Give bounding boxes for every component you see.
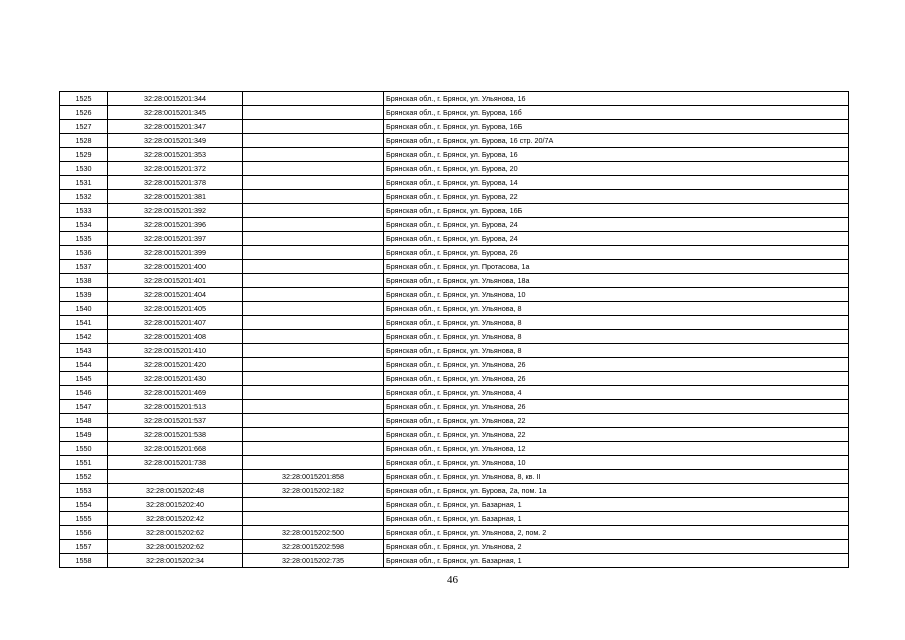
room-cadastral-number-cell: 32:28:0015202:182 <box>243 484 384 498</box>
address-cell: Брянская обл., г. Брянск, ул. Ульянова, 22 <box>384 428 849 442</box>
table-row <box>60 204 849 218</box>
row-number-cell: 1553 <box>60 484 108 498</box>
cadastral-number-cell: 32:28:0015201:399 <box>108 246 243 260</box>
cadastral-number-cell: 32:28:0015202:48 <box>108 484 243 498</box>
row-number-cell: 1545 <box>60 372 108 386</box>
table-row <box>60 288 849 302</box>
address-cell: Брянская обл., г. Брянск, ул. Ульянова, 12 <box>384 442 849 456</box>
cadastral-number-cell: 32:28:0015201:537 <box>108 414 243 428</box>
table-row <box>60 316 849 330</box>
row-number-cell: 1543 <box>60 344 108 358</box>
cadastral-number-cell: 32:28:0015202:40 <box>108 498 243 512</box>
table-row <box>60 456 849 470</box>
cadastral-number-cell: 32:28:0015201:513 <box>108 400 243 414</box>
cadastral-number-cell: 32:28:0015201:405 <box>108 302 243 316</box>
address-cell: Брянская обл., г. Брянск, ул. Ульянова, 26 <box>384 400 849 414</box>
room-cadastral-number-cell <box>243 344 384 358</box>
row-number-cell: 1554 <box>60 498 108 512</box>
row-number-cell: 1535 <box>60 232 108 246</box>
address-cell: Брянская обл., г. Брянск, ул. Базарная, 1 <box>384 512 849 526</box>
row-number-cell: 1555 <box>60 512 108 526</box>
address-cell: Брянская обл., г. Брянск, ул. Базарная, 1 <box>384 554 849 568</box>
cadastral-number-cell: 32:28:0015202:62 <box>108 540 243 554</box>
row-number-cell: 1532 <box>60 190 108 204</box>
table-row <box>60 162 849 176</box>
address-cell: Брянская обл., г. Брянск, ул. Ульянова, 16 <box>384 92 849 106</box>
address-cell: Брянская обл., г. Брянск, ул. Ульянова, 10 <box>384 456 849 470</box>
row-number-cell: 1542 <box>60 330 108 344</box>
table-row <box>60 232 849 246</box>
cadastral-number-cell: 32:28:0015201:344 <box>108 92 243 106</box>
table-row <box>60 358 849 372</box>
table-row <box>60 484 849 498</box>
room-cadastral-number-cell <box>243 106 384 120</box>
address-cell: Брянская обл., г. Брянск, ул. Ульянова, 8 <box>384 344 849 358</box>
room-cadastral-number-cell <box>243 274 384 288</box>
table-row <box>60 218 849 232</box>
address-cell: Брянская обл., г. Брянск, ул. Ульянова, 26 <box>384 358 849 372</box>
row-number-cell: 1536 <box>60 246 108 260</box>
room-cadastral-number-cell <box>243 316 384 330</box>
cadastral-number-cell: 32:28:0015202:62 <box>108 526 243 540</box>
room-cadastral-number-cell <box>243 204 384 218</box>
room-cadastral-number-cell <box>243 148 384 162</box>
address-cell: Брянская обл., г. Брянск, ул. Бурова, 24 <box>384 218 849 232</box>
row-number-cell: 1550 <box>60 442 108 456</box>
row-number-cell: 1525 <box>60 92 108 106</box>
row-number-cell: 1526 <box>60 106 108 120</box>
cadastral-number-cell: 32:28:0015201:538 <box>108 428 243 442</box>
row-number-cell: 1538 <box>60 274 108 288</box>
room-cadastral-number-cell <box>243 442 384 456</box>
cadastral-number-cell <box>108 470 243 484</box>
cadastral-number-cell: 32:28:0015201:392 <box>108 204 243 218</box>
address-cell: Брянская обл., г. Брянск, ул. Ульянова, 22 <box>384 414 849 428</box>
table-row <box>60 302 849 316</box>
room-cadastral-number-cell: 32:28:0015202:598 <box>243 540 384 554</box>
room-cadastral-number-cell <box>243 358 384 372</box>
cadastral-number-cell: 32:28:0015201:353 <box>108 148 243 162</box>
address-cell: Брянская обл., г. Брянск, ул. Базарная, 1 <box>384 498 849 512</box>
room-cadastral-number-cell: 32:28:0015201:858 <box>243 470 384 484</box>
room-cadastral-number-cell <box>243 246 384 260</box>
cadastre-table <box>59 91 849 568</box>
table-row <box>60 92 849 106</box>
address-cell: Брянская обл., г. Брянск, ул. Ульянова, 8 <box>384 302 849 316</box>
cadastral-number-cell: 32:28:0015201:401 <box>108 274 243 288</box>
table-row <box>60 400 849 414</box>
cadastral-number-cell: 32:28:0015201:378 <box>108 176 243 190</box>
cadastral-number-cell: 32:28:0015201:372 <box>108 162 243 176</box>
row-number-cell: 1529 <box>60 148 108 162</box>
room-cadastral-number-cell <box>243 386 384 400</box>
address-cell: Брянская обл., г. Брянск, ул. Бурова, 16 стр. 20/7А <box>384 134 849 148</box>
table-row <box>60 512 849 526</box>
room-cadastral-number-cell: 32:28:0015202:735 <box>243 554 384 568</box>
row-number-cell: 1558 <box>60 554 108 568</box>
row-number-cell: 1530 <box>60 162 108 176</box>
table-row <box>60 526 849 540</box>
address-cell: Брянская обл., г. Брянск, ул. Бурова, 24 <box>384 232 849 246</box>
row-number-cell: 1548 <box>60 414 108 428</box>
table-row <box>60 372 849 386</box>
cadastral-number-cell: 32:28:0015201:345 <box>108 106 243 120</box>
room-cadastral-number-cell <box>243 120 384 134</box>
row-number-cell: 1527 <box>60 120 108 134</box>
cadastral-number-cell: 32:28:0015201:430 <box>108 372 243 386</box>
address-cell: Брянская обл., г. Брянск, ул. Бурова, 14 <box>384 176 849 190</box>
table-row <box>60 106 849 120</box>
address-cell: Брянская обл., г. Брянск, ул. Ульянова, 8 <box>384 330 849 344</box>
address-cell: Брянская обл., г. Брянск, ул. Бурова, 16 <box>384 148 849 162</box>
cadastral-number-cell: 32:28:0015201:404 <box>108 288 243 302</box>
room-cadastral-number-cell <box>243 400 384 414</box>
cadastral-number-cell: 32:28:0015201:347 <box>108 120 243 134</box>
room-cadastral-number-cell <box>243 218 384 232</box>
cadastral-number-cell: 32:28:0015201:381 <box>108 190 243 204</box>
address-cell: Брянская обл., г. Брянск, ул. Бурова, 16Б <box>384 204 849 218</box>
address-cell: Брянская обл., г. Брянск, ул. Ульянова, 8 <box>384 316 849 330</box>
row-number-cell: 1528 <box>60 134 108 148</box>
cadastral-number-cell: 32:28:0015201:400 <box>108 260 243 274</box>
row-number-cell: 1549 <box>60 428 108 442</box>
room-cadastral-number-cell <box>243 302 384 316</box>
cadastral-number-cell: 32:28:0015201:738 <box>108 456 243 470</box>
room-cadastral-number-cell <box>243 134 384 148</box>
room-cadastral-number-cell <box>243 162 384 176</box>
address-cell: Брянская обл., г. Брянск, ул. Ульянова, 26 <box>384 372 849 386</box>
table-row <box>60 442 849 456</box>
table-row <box>60 190 849 204</box>
address-cell: Брянская обл., г. Брянск, ул. Ульянова, 10 <box>384 288 849 302</box>
row-number-cell: 1544 <box>60 358 108 372</box>
cadastral-number-cell: 32:28:0015201:668 <box>108 442 243 456</box>
cadastral-number-cell: 32:28:0015201:408 <box>108 330 243 344</box>
address-cell: Брянская обл., г. Брянск, ул. Бурова, 26 <box>384 246 849 260</box>
address-cell: Брянская обл., г. Брянск, ул. Бурова, 22 <box>384 190 849 204</box>
room-cadastral-number-cell <box>243 428 384 442</box>
row-number-cell: 1540 <box>60 302 108 316</box>
row-number-cell: 1531 <box>60 176 108 190</box>
cadastral-number-cell: 32:28:0015202:34 <box>108 554 243 568</box>
row-number-cell: 1533 <box>60 204 108 218</box>
table-row <box>60 386 849 400</box>
room-cadastral-number-cell <box>243 330 384 344</box>
table-row <box>60 176 849 190</box>
room-cadastral-number-cell <box>243 260 384 274</box>
room-cadastral-number-cell <box>243 512 384 526</box>
address-cell: Брянская обл., г. Брянск, ул. Бурова, 2а, пом. 1а <box>384 484 849 498</box>
cadastral-number-cell: 32:28:0015201:396 <box>108 218 243 232</box>
address-cell: Брянская обл., г. Брянск, ул. Ульянова, 4 <box>384 386 849 400</box>
row-number-cell: 1552 <box>60 470 108 484</box>
table-row <box>60 148 849 162</box>
address-cell: Брянская обл., г. Брянск, ул. Бурова, 16б <box>384 106 849 120</box>
page-number: 46 <box>447 574 458 586</box>
address-cell: Брянская обл., г. Брянск, ул. Бурова, 16Б <box>384 120 849 134</box>
table-row <box>60 540 849 554</box>
row-number-cell: 1537 <box>60 260 108 274</box>
room-cadastral-number-cell <box>243 288 384 302</box>
table-row <box>60 428 849 442</box>
room-cadastral-number-cell <box>243 190 384 204</box>
cadastral-number-cell: 32:28:0015202:42 <box>108 512 243 526</box>
cadastre-table-body <box>60 92 849 568</box>
cadastral-number-cell: 32:28:0015201:420 <box>108 358 243 372</box>
row-number-cell: 1541 <box>60 316 108 330</box>
cadastral-number-cell: 32:28:0015201:469 <box>108 386 243 400</box>
table-row <box>60 470 849 484</box>
table-row <box>60 274 849 288</box>
address-cell: Брянская обл., г. Брянск, ул. Ульянова, 2 <box>384 540 849 554</box>
table-row <box>60 246 849 260</box>
address-cell: Брянская обл., г. Брянск, ул. Бурова, 20 <box>384 162 849 176</box>
table-row <box>60 498 849 512</box>
table-row <box>60 330 849 344</box>
table-row <box>60 344 849 358</box>
row-number-cell: 1547 <box>60 400 108 414</box>
address-cell: Брянская обл., г. Брянск, ул. Ульянова, 18а <box>384 274 849 288</box>
room-cadastral-number-cell <box>243 414 384 428</box>
cadastral-number-cell: 32:28:0015201:397 <box>108 232 243 246</box>
room-cadastral-number-cell: 32:28:0015202:500 <box>243 526 384 540</box>
row-number-cell: 1551 <box>60 456 108 470</box>
room-cadastral-number-cell <box>243 176 384 190</box>
room-cadastral-number-cell <box>243 456 384 470</box>
row-number-cell: 1557 <box>60 540 108 554</box>
room-cadastral-number-cell <box>243 498 384 512</box>
cadastral-number-cell: 32:28:0015201:410 <box>108 344 243 358</box>
address-cell: Брянская обл., г. Брянск, ул. Ульянова, 8, кв. II <box>384 470 849 484</box>
room-cadastral-number-cell <box>243 372 384 386</box>
row-number-cell: 1534 <box>60 218 108 232</box>
table-row <box>60 414 849 428</box>
table-row <box>60 134 849 148</box>
address-cell: Брянская обл., г. Брянск, ул. Протасова, 1а <box>384 260 849 274</box>
table-row <box>60 260 849 274</box>
row-number-cell: 1546 <box>60 386 108 400</box>
room-cadastral-number-cell <box>243 232 384 246</box>
room-cadastral-number-cell <box>243 92 384 106</box>
row-number-cell: 1539 <box>60 288 108 302</box>
cadastral-number-cell: 32:28:0015201:349 <box>108 134 243 148</box>
address-cell: Брянская обл., г. Брянск, ул. Ульянова, 2, пом. 2 <box>384 526 849 540</box>
row-number-cell: 1556 <box>60 526 108 540</box>
cadastral-number-cell: 32:28:0015201:407 <box>108 316 243 330</box>
table-row <box>60 120 849 134</box>
table-row <box>60 554 849 568</box>
